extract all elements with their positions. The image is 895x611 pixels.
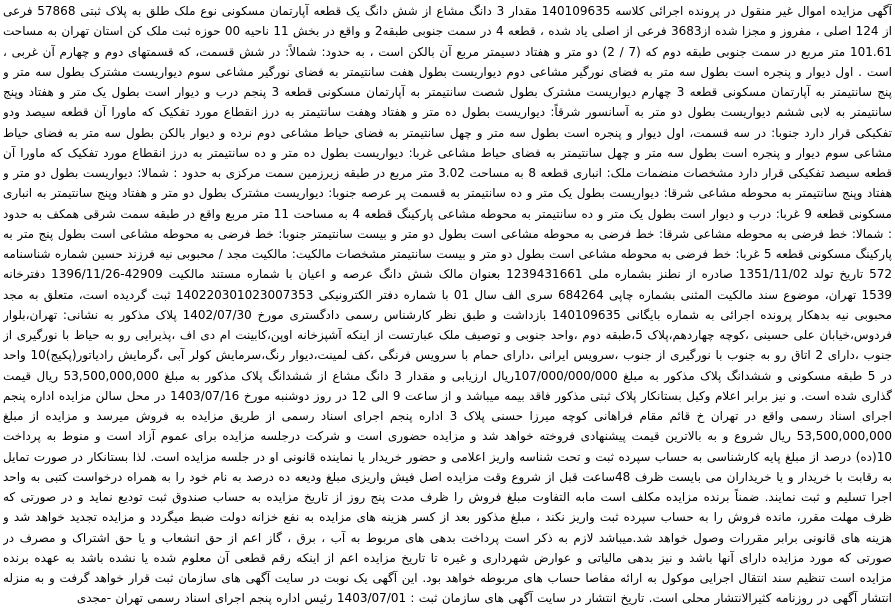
- auction-notice-text: آگهی مزایده اموال غیر منقول در پرونده اجرائی کلاسه 140109635 مقدار 3 دانگ مشاع از شش دانگ یک قطعه آپارتمان مسکونی نوع ملک طلق به پلاک ثبتی 57868 فرعی از 124 اصلی ، مفروز و مجزا شده از3683 فرعی از اصلی یاد شده ، قطعه 4 در سمت جنوبی طبقه2 و واقع در بخش 11 ناحیه 00 حوزه ثبت ملک کن استان تهران به مساحت 101.61 متر مربع در سمت جنوبی طبقه دوم که (7 / 2) دو متر و هفتاد دسیمتر مربع آن بالکن است ، به حدود: شمالاً: در شش قسمت، که قسمتهای دوم و چهارم آن غربی ، است . اول دیوار و پنجره است بطول سه متر به فضای نورگیر مشاعی دوم دیواریست بطول هفت سانتیمتر به فضای نورگیر مشاعی سوم دیواریست مشترک بطول سه متر و پنج سانتیمتر به آپارتمان مسکونی قطعه 3 چهارم دیواریست مشترک بطول شصت سانتیمتر به آپارتمان مسکونی قطعه 3 پنجم درب و دیوار است بطول یک متر و هفتاد وپنج سانتیمتر به لابی ششم دیواریست بطول دو متر به آسانسور شرقاً: دیواریست بطول ده متر و هفتاد وهفت سانتیمتر به درز انقطاع مورد تفکیک که ماورا آن قطعه سیصد ودو تفکیکی قرار دارد جنوبا: در سه قسمت، اول دیوار و پنجره است بطول سه متر و چهل سانتیمتر به فضای حیاط مشاعی دوم نرده و دیوار بالکن بطول سه متر به فضای حیاط مشاعی سوم دیوار و پنجره است بطول سه متر و چهل سانتیمتر به فضای حیاط مشاعی غربا: دیواریست بطول ده متر و ده سانتیمتر به درز انقطاع مورد تفکیک که ماورا آن قطعه سیصد تفکیکی قرار دارد مشخصات منضمات ملک: انباری قطعه 8 به مساحت 3.02 متر مربع در طبقه زیرزمین سمت مرکزی به حدود : شمالا: دیواریست بطول دو متر و هفتاد وپنج سانتیمتر به محوطه مشاعی شرقا: دیواریست بطول یک متر و ده سانتیمتر به قسمت پر عرصه جنوبا: دیواریست مشترک بطول دو متر و هفتاد وپنج سانتیمتر به انباری مسکونی قطعه 9 غربا: درب و دیوار است بطول یک متر و ده سانتیمتر به محوطه مشاعی پارکینگ قطعه 4 به مساحت 11 متر مربع واقع در طبقه سمت شرقی همکف به حدود : شمالا: خط فرضی به محوطه مشاعی شرقا: خط فرضی به محوطه مشاعی است بطول دو متر و بیست سانتیمتر جنوبا: خط فرضی به محوطه مشاعی است بطول پنج متر به پارکینگ مسکونی قطعه 5 غربا: خط فرضی به محوطه مشاعی است بطول دو متر و بیست سانتیمتر مشخصات مالکیت: مالکیت مجد / محبوبی نیه فرزند حسین شماره شناسنامه 572 تاریخ تولد 1351/11/02 صادره از نطنز بشماره ملی 1239431661 بعنوان مالک شش دانگ عرصه و اعیان با شماره مستند مالکیت 42909-1396/11/26 دفترخانه 1539 تهران، موضوع سند مالکیت المثنی بشماره چاپی 684264 سری الف سال 01 با شماره دفتر الکترونیکی 140220301023007353 ثبت گردیده است، متعلق به مجد محبوبی نیه بدهکار پرونده اجرائی به شماره بایگانی 140109635 بازداشت و طبق نظر کارشناس رسمی دادگستری مورخ 1402/07/30 پلاک مذکور به نشانی: تهران،بلوار فردوس،خیابان علی حسینی ،کوچه چهاردهم،پلاک 5،طبقه دوم ،واحد جنوبی و توصیف ملک عبارتست از اینکه آشپزخانه اوپن،کابینت ام دی اف ،پذیرایی رو به حیاط با نورگیری از جنوب ،دارای 2 اتاق رو به جنوب با نورگیری از جنوب ،سرویس ایرانی ،دارای حمام با سرویس فرنگی ،کف لمینت،دیوار رنگ،سرمایش کولر آبی ،گرمایش رادیاتور(پکیج)10 واحد در 5 طبقه مسکونی و ششدانگ پلاک مذکور به مبلغ 107/000/000/000ریال ارزیابی و مقدار 3 دانگ مشاع از ششدانگ پلاک مذکور به مبلغ 53,500,000,000 ریال قیمت گذاری شده است. و نیز برابر اعلام وکیل بستانکار پلاک ثبتی مذکور فاقد بیمه میباشد و از ساعت 9 الی 12 در روز دوشنبه مورخ 1403/07/16 در محل سالن مزایده اداره پنجم اجرای اسناد رسمی واقع در تهران خ قائم مقام فراهانی کوچه میرزا حسنی پلاک 3 اداره پنجم اجرای اسناد رسمی از طریق مزایده به فروش میرسد و مزایده از مبلغ 53,500,000,000 ریال شروع و به بالاترین قیمت پیشنهادی فروخته خواهد شد و مزایده حضوری است و شرکت درجلسه مزایده برای عموم آزاد است و منوط به پرداخت 10(ده) درصد از مبلغ پایه کارشناسی به حساب سپرده ثبت و تحت شناسه واریز اعلامی و حضور خریدار یا نماینده قانونی او در جلسه مزایده است. لذا بستانکار در صورت تمایل به رقابت با خریدار و یا خریداران می بایست ظرف 48ساعت قبل از شروع وقت مزایده اصل فیش واریزی مبلغ ودیعه ده درصد به نام خود را به همراه درخواست کتبی به واحد اجرا تسلیم و ثبت نمایند. ضمناً برنده مزایده مکلف است مابه التفاوت مبلغ فروش را ظرف مدت پنج روز از تاریخ مزایده به حساب صندوق ثبت تودیع نماید و در صورتی که ظرف مهلت مقرر، مانده فروش را به حساب سپرده ثبت واریز نکند ، مبلغ مذکور بعد از کسر هزینه های مزایده به نفع خزانه دولت ضبط میگردد و مزایده تجدید خواهد شد و هزینه های قانونی برابر مقررات وصول خواهد شد.میباشد لازم به ذکر است پرداخت بدهی های مربوط به آب ، برق ، گاز اعم از حق انشعاب و یا حق اشتراک و مصرف در صورتی که مورد مزایده دارای آنها باشد و نیز بدهی مالیاتی و عوارض شهرداری و غیره تا تاریخ مزایده اعم از اینکه رقم قطعی آن معلوم شده یا نشده باشد به عهده برنده مزایده است تنظیم سند انتقال اجرایی موکول به ارائه مفاصا حساب های مربوطه خواهد بود. این آگهی یک نوبت در سایت آگهی های سازمان ثبت قرار خواهد گرفت و به منزله انتشار آگهی در روزنامه کثیرالانتشار محلی است. تاریخ انتشار در سایت آگهی های سازمان ثبت : 1403/07/01 رئیس اداره پنجم اجرای اسناد رسمی تهران -مجدی: [3, 4, 892, 606]
